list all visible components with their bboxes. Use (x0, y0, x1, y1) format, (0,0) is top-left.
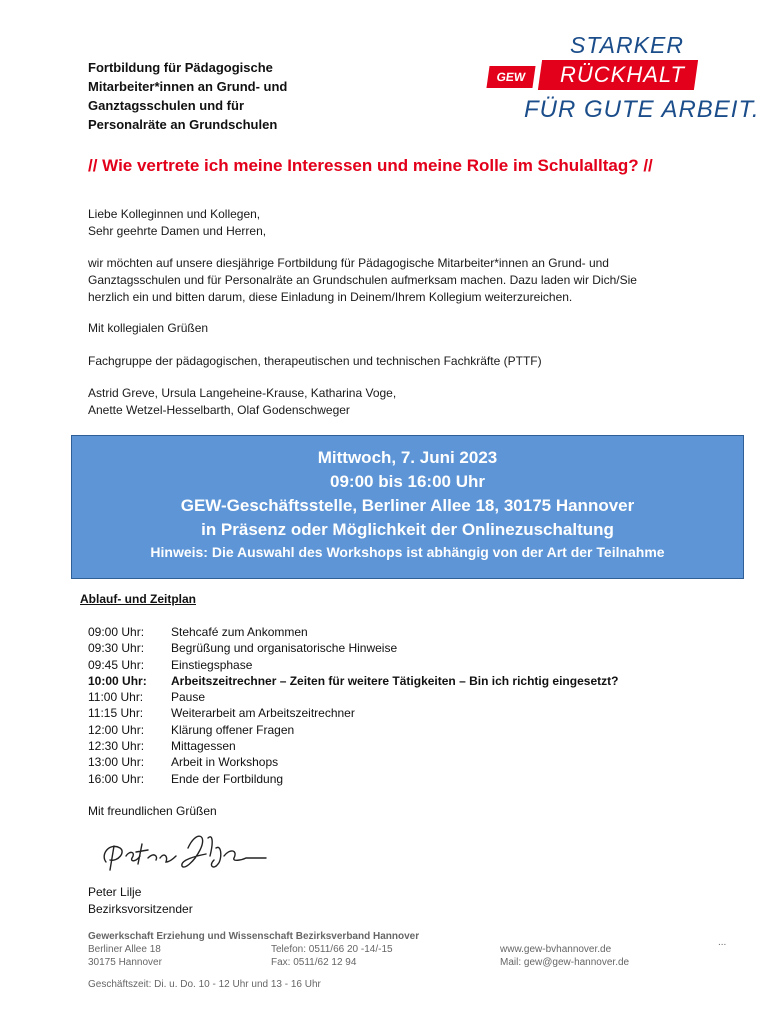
schedule-row (88, 754, 728, 770)
schedule-row (88, 771, 728, 787)
schedule-item: Arbeitszeitrechner – Zeiten für weitere Tätigkeiten – Bin ich richtig eingesetzt? (171, 673, 619, 688)
event-hint: Hinweis: Die Auswahl des Workshops ist abhängig von der Art der Teilnahme (150, 544, 665, 560)
closing-text: Mit freundlichen Grüßen (88, 804, 217, 818)
logo-line-starker: STARKER (570, 32, 684, 58)
greeting-line: Sehr geehrte Damen und Herren, (88, 224, 267, 238)
schedule-title: Ablauf- und Zeitplan (80, 592, 196, 606)
names-line: Anette Wetzel-Hesselbarth, Olaf Godenschweger (88, 403, 350, 417)
footer-email: Mail: gew@gew-hannover.de (500, 957, 630, 968)
footer-address (88, 943, 162, 969)
schedule-time: 11:15 Uhr: (88, 706, 144, 721)
group-name: Fachgruppe der pädagogischen, therapeutischen und technischen Fachkräfte (PTTF) (88, 354, 542, 368)
footer-fax-line: Fax: 0511/62 12 94 (271, 957, 357, 968)
regards-text: Mit kollegialen Grüßen (88, 321, 209, 335)
schedule-row (88, 624, 728, 640)
schedule-row-highlight (88, 673, 728, 689)
schedule-time: 12:00 Uhr: (88, 722, 145, 737)
schedule-item: Pause (171, 690, 206, 705)
schedule-item: Begrüßung und organisatorische Hinweise (171, 641, 398, 656)
names-line: Astrid Greve, Ursula Langeheine-Krause, Katharina Voge, (88, 386, 397, 400)
footer-organization: Gewerkschaft Erziehung und Wissenschaft Bezirksverband Hannover (88, 931, 420, 942)
intro-line: wir möchten auf unsere diesjährige Fortbildung für Pädagogische Mitarbeiter*innen an Grund- und (88, 256, 609, 270)
event-time: 09:00 bis 16:00 Uhr (330, 472, 485, 491)
event-mode: in Präsenz oder Möglichkeit der Onlinezuschaltung (201, 520, 614, 539)
intro-paragraph (88, 255, 688, 306)
schedule-time: 09:45 Uhr: (88, 657, 145, 672)
heading-line: Ganztagsschulen und für (88, 98, 245, 113)
event-date: Mittwoch, 7. Juni 2023 (317, 448, 498, 467)
schedule-time: 13:00 Uhr: (88, 755, 145, 770)
greeting (88, 206, 688, 240)
schedule-item: Mittagessen (171, 739, 236, 754)
signer-block (88, 884, 193, 918)
heading-line: Personalräte an Grundschulen (88, 117, 278, 132)
schedule-row (88, 657, 728, 673)
schedule-time: 11:00 Uhr: (88, 690, 144, 705)
logo-line-rueckhalt: RÜCKHALT (560, 62, 685, 87)
footer-web (500, 943, 629, 969)
schedule-time: 09:00 Uhr: (88, 625, 145, 639)
main-headline: // Wie vertrete ich meine Interessen und meine Rolle im Schulalltag? // (88, 156, 653, 175)
schedule-row (88, 705, 728, 721)
document-heading (88, 58, 418, 134)
footer-website: www.gew-bvhannover.de (500, 944, 612, 955)
signer-name: Peter Lilje (88, 885, 142, 899)
schedule-row (88, 640, 728, 656)
schedule-item: Arbeit in Workshops (171, 755, 279, 770)
footer-ellipsis: ... (718, 937, 727, 948)
intro-line: Ganztagsschulen und für Personalräte an Grundschulen aufmerksam machen. Dazu laden wir Dich/Sie (88, 273, 637, 287)
footer-phone-line: Telefon: 0511/66 20 -14/-15 (271, 944, 393, 955)
footer-address-line: 30175 Hannover (88, 957, 162, 968)
schedule-time: 10:00 Uhr: (88, 673, 147, 688)
schedule-item: Klärung offener Fragen (171, 722, 295, 737)
schedule-row (88, 722, 728, 738)
intro-line: herzlich ein und bitten darum, diese Einladung in Deinem/Ihrem Kollegium weiterzureichen. (88, 290, 573, 304)
heading-line: Mitarbeiter*innen an Grund- und (88, 79, 288, 94)
schedule-time: 09:30 Uhr: (88, 641, 145, 656)
footer-office-hours: Geschäftszeit: Di. u. Do. 10 - 12 Uhr und 13 - 16 Uhr (88, 979, 321, 990)
heading-line: Fortbildung für Pädagogische (88, 60, 273, 75)
schedule-item: Weiterarbeit am Arbeitszeitrechner (171, 706, 355, 721)
schedule-time: 12:30 Uhr: (88, 739, 145, 754)
signer-role: Bezirksvorsitzender (88, 902, 193, 916)
schedule-row (88, 738, 728, 754)
schedule-list (88, 624, 728, 787)
gew-badge: GEW (486, 66, 535, 88)
schedule-row (88, 689, 728, 705)
gew-campaign-logo (488, 30, 760, 130)
event-info-box (71, 435, 744, 579)
footer-phone (271, 943, 393, 969)
handwritten-signature (96, 826, 276, 876)
organizer-names (88, 385, 688, 419)
logo-line-gute-arbeit: FÜR GUTE ARBEIT. (524, 96, 760, 123)
schedule-item: Einstiegsphase (171, 657, 253, 672)
footer-address-line: Berliner Allee 18 (88, 944, 161, 955)
schedule-item: Ende der Fortbildung (171, 771, 284, 786)
schedule-time: 16:00 Uhr: (88, 771, 145, 786)
greeting-line: Liebe Kolleginnen und Kollegen, (88, 207, 261, 221)
schedule-item: Stehcafé zum Ankommen (171, 625, 308, 639)
event-location: GEW-Geschäftsstelle, Berliner Allee 18, 30175 Hannover (180, 496, 635, 515)
